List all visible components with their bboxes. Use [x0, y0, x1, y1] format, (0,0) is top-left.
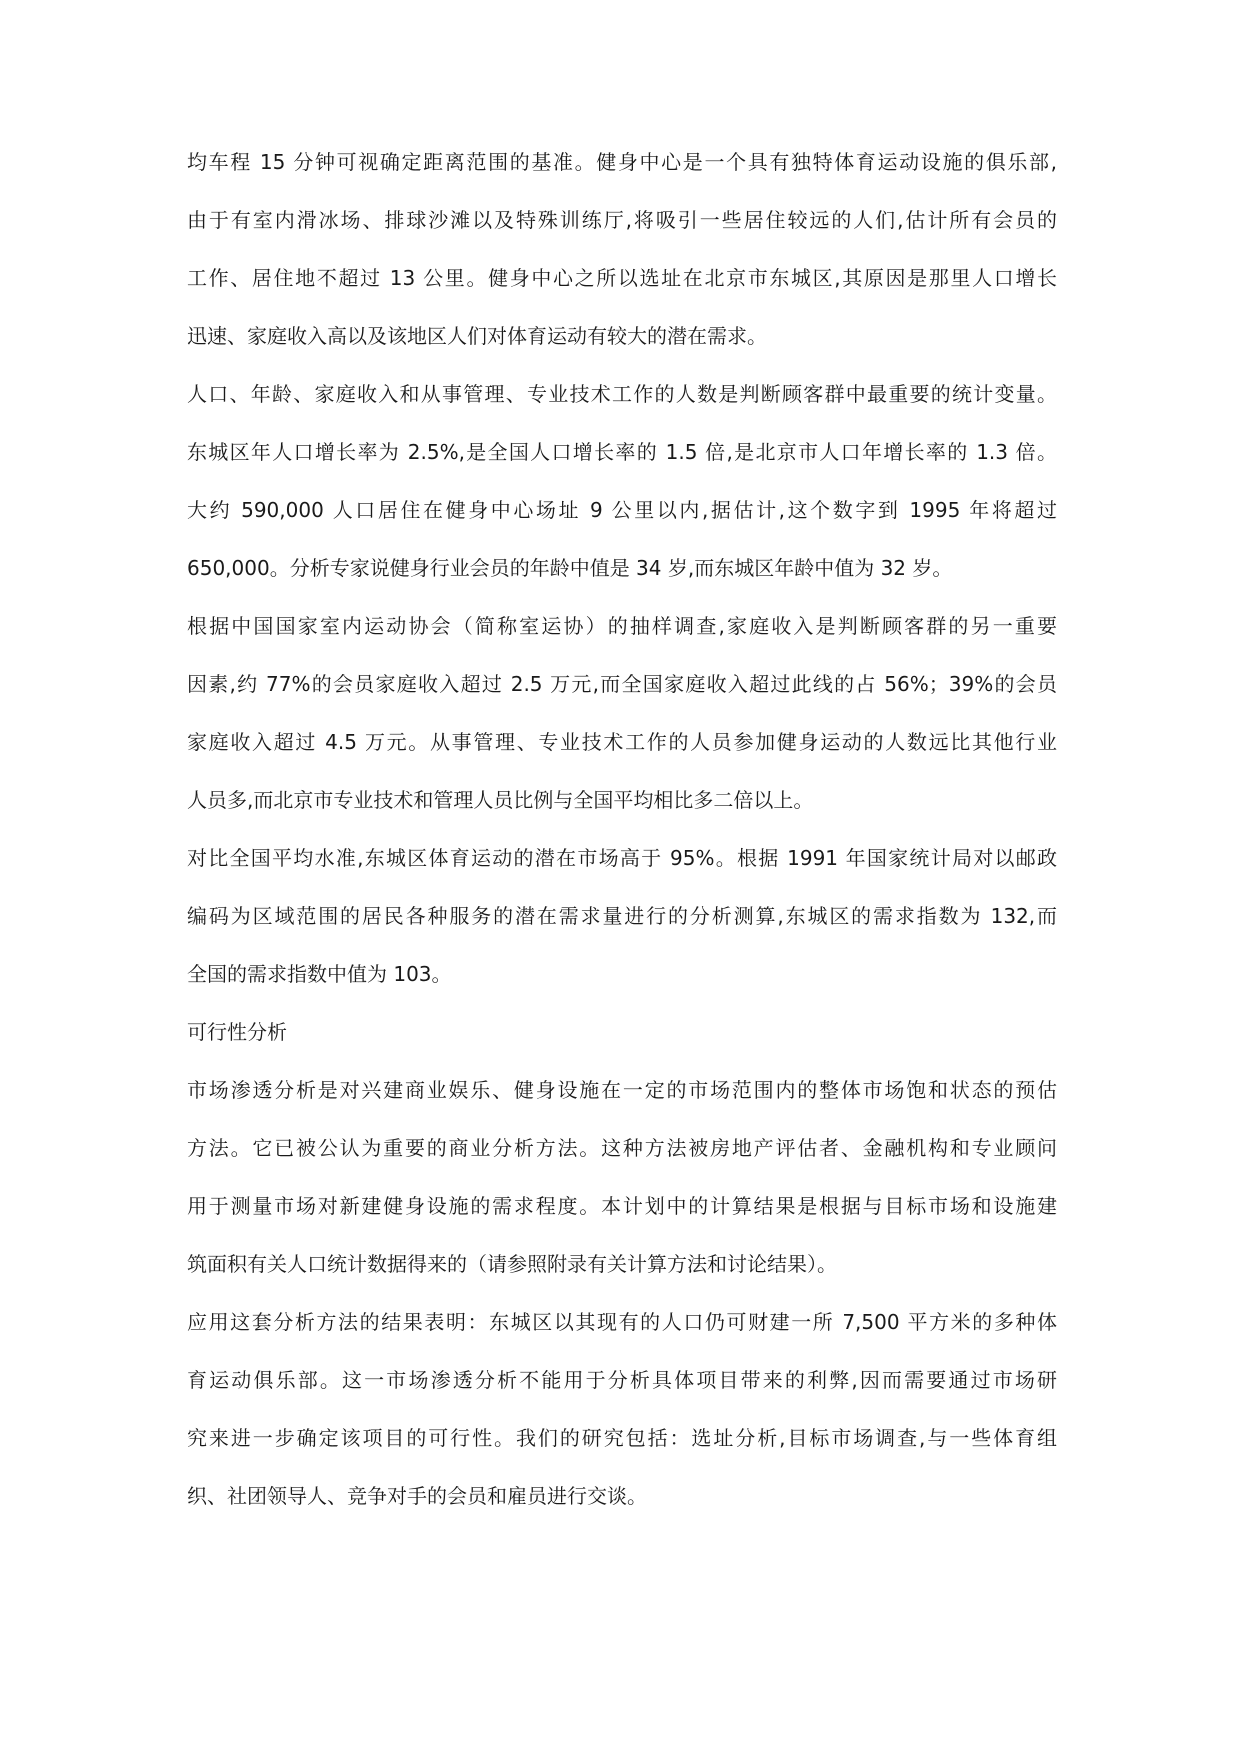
text-line: 650,000。分析专家说健身行业会员的年龄中值是 34 岁,而东城区年龄中值为 32 岁。: [187, 556, 953, 580]
text-line: 工作、居住地不超过 13 公里。健身中心之所以选址在北京市东城区,其原因是那里人口增长: [187, 266, 1057, 290]
text-line: 育运动俱乐部。这一市场渗透分析不能用于分析具体项目带来的利弊,因而需要通过市场研: [187, 1368, 1057, 1392]
text-line: 市场渗透分析是对兴建商业娱乐、健身设施在一定的市场范围内的整体市场饱和状态的预估: [187, 1078, 1057, 1102]
text-line: 人口、年龄、家庭收入和从事管理、专业技术工作的人数是判断顾客群中最重要的统计变量。: [187, 382, 1057, 406]
text-line: 大约 590,000 人口居住在健身中心场址 9 公里以内,据估计,这个数字到 1995 年将超过: [187, 498, 1057, 522]
text-line: 根据中国国家室内运动协会（简称室运协）的抽样调查,家庭收入是判断顾客群的另一重要: [187, 614, 1057, 638]
text-line: 筑面积有关人口统计数据得来的（请参照附录有关计算方法和讨论结果）。: [187, 1252, 837, 1276]
text-line: 东城区年人口增长率为 2.5%,是全国人口增长率的 1.5 倍,是北京市人口年增长率的 1.3 倍。: [187, 440, 1057, 464]
document-body: [187, 143, 1057, 1535]
text-line: 迅速、家庭收入高以及该地区人们对体育运动有较大的潜在需求。: [187, 324, 767, 348]
section-heading: 可行性分析: [187, 1020, 287, 1044]
text-line: 家庭收入超过 4.5 万元。从事管理、专业技术工作的人员参加健身运动的人数远比其他行业: [187, 730, 1057, 754]
text-line: 对比全国平均水准,东城区体育运动的潜在市场高于 95%。根据 1991 年国家统计局对以邮政: [187, 846, 1057, 870]
text-line: 编码为区域范围的居民各种服务的潜在需求量进行的分析测算,东城区的需求指数为 132,而: [187, 904, 1057, 928]
text-line: 方法。它已被公认为重要的商业分析方法。这种方法被房地产评估者、金融机构和专业顾问: [187, 1136, 1057, 1160]
text-line: 由于有室内滑冰场、排球沙滩以及特殊训练厅,将吸引一些居住较远的人们,估计所有会员的: [187, 208, 1057, 232]
text-line: 用于测量市场对新建健身设施的需求程度。本计划中的计算结果是根据与目标市场和设施建: [187, 1194, 1057, 1218]
text-line: 应用这套分析方法的结果表明：东城区以其现有的人口仍可财建一所 7,500 平方米的多种体: [187, 1310, 1057, 1334]
text-line: 究来进一步确定该项目的可行性。我们的研究包括：选址分析,目标市场调查,与一些体育组: [187, 1426, 1057, 1450]
text-line: 因素,约 77%的会员家庭收入超过 2.5 万元,而全国家庭收入超过此线的占 56%；39%的会员: [187, 672, 1057, 696]
text-line: 全国的需求指数中值为 103。: [187, 962, 452, 986]
text-line: 人员多,而北京市专业技术和管理人员比例与全国平均相比多二倍以上。: [187, 788, 814, 812]
text-line: 均车程 15 分钟可视确定距离范围的基准。健身中心是一个具有独特体育运动设施的俱乐部,: [187, 150, 1057, 174]
text-line: 织、社团领导人、竞争对手的会员和雇员进行交谈。: [187, 1484, 647, 1508]
